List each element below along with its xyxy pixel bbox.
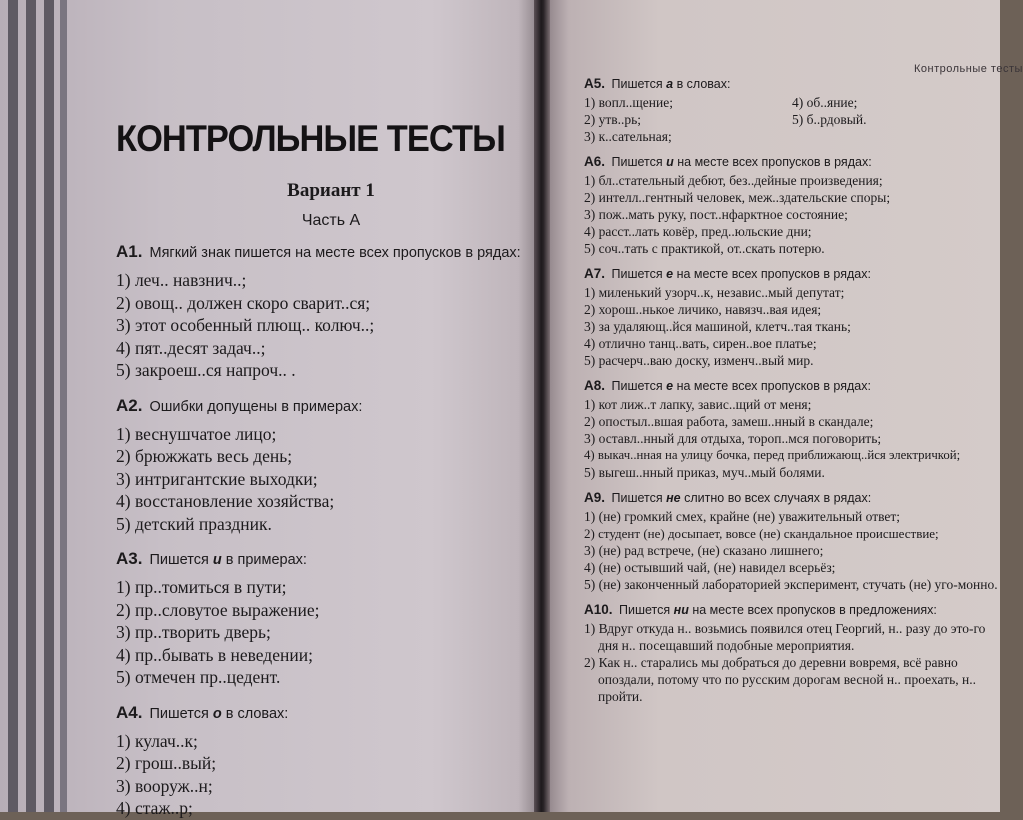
question-a9	[584, 490, 1000, 593]
decorative-stripes	[0, 0, 80, 812]
question-text: Ошибки допущены в примерах:	[149, 398, 363, 415]
question-text: Мягкий знак пишется на месте всех пропусков в рядах:	[149, 245, 521, 261]
answer-option: 2) пр..словутое выражение;	[116, 599, 320, 620]
answer-option: 2) студент (не) досыпает, вовсе (не) скандальное происшествие;	[584, 526, 939, 541]
answer-option: 1) веснушчатое лицо;	[116, 423, 277, 444]
question-heading	[116, 703, 526, 723]
question-a3	[116, 549, 526, 689]
question-number: А7.	[584, 266, 606, 281]
question-number: А10.	[584, 602, 613, 617]
answer-option: 3) пож..мать руку, пост..нфарктное состояние;	[584, 207, 848, 222]
answer-option: 2) опостыл..вшая работа, замеш..нный в скандале;	[584, 414, 874, 429]
question-text: Пишется	[611, 155, 663, 169]
answer-option: 1) (не) громкий смех, крайне (не) уважительный ответ;	[584, 509, 901, 524]
question-text: Пишется	[149, 705, 209, 722]
answer-option: 1) миленький узорч..к, независ..мый депутат;	[584, 285, 845, 300]
answer-option: 4) восстановление хозяйства;	[116, 491, 335, 511]
two-column-options	[584, 94, 1000, 145]
answer-option: 4) выкач..нная на улицу бочка, перед приближающ..йся электричкой;	[584, 448, 961, 462]
question-number: А1.	[116, 242, 143, 261]
question-text: Пишется	[611, 77, 663, 91]
answer-option: 1) кот лиж..т лапку, завис..щий от меня;	[584, 397, 812, 412]
question-text: на месте всех пропусков в рядах:	[676, 379, 871, 393]
answer-option: 5) расчерч..ваю доску, изменч..вый мир.	[584, 353, 814, 368]
answer-option: 4) расст..лать ковёр, пред..юльские дни;	[584, 224, 812, 239]
answer-option: 3) за удаляющ..йся машиной, клетч..тая ткань;	[584, 319, 851, 334]
question-number: А5.	[584, 76, 606, 91]
answer-option: 3) вооруж..н;	[116, 775, 213, 796]
left-page-content	[116, 118, 526, 820]
page-title: КОНТРОЛЬНЫЕ ТЕСТЫ	[116, 118, 505, 159]
answer-option: 3) оставл..нный для отдыха, тороп..мся поговорить;	[584, 431, 882, 446]
question-a2	[116, 396, 526, 536]
question-heading	[116, 549, 526, 569]
answer-option: 1) Вдруг откуда н.. возьмись появился отец Георгий, н.. разу до это-го дня н.. посещавший подобные мероприятия.	[584, 621, 986, 653]
question-number: А2.	[116, 395, 143, 415]
question-heading	[116, 242, 526, 262]
answer-option: 3) интригантские выходки;	[116, 468, 318, 489]
question-letter: и	[212, 552, 222, 568]
answer-option: 4) пр..бывать в неведении;	[116, 644, 313, 665]
question-heading	[584, 76, 1000, 91]
question-number: А8.	[584, 378, 606, 393]
answer-option: 2) утв..рь;	[584, 112, 642, 127]
answer-option: 5) закроеш..ся напроч.. .	[116, 360, 296, 380]
question-letter: о	[212, 705, 222, 722]
answer-option: 5) (не) законченный лабораторией эксперимент, стучать (не) уго-монно.	[584, 577, 998, 592]
answer-option: 2) брюжжать весь день;	[116, 446, 293, 466]
stripe	[44, 0, 54, 812]
question-text: в примерах:	[225, 552, 307, 568]
answer-option: 2) овощ.. должен скоро сварит..ся;	[116, 292, 371, 313]
answer-option: 5) выгеш..нный приказ, муч..мый болями.	[584, 465, 825, 480]
question-letter: е	[666, 379, 674, 393]
question-text: в словах:	[225, 705, 289, 722]
book-gutter	[534, 0, 550, 812]
answer-option: 2) хорош..нькое личико, навязч..вая идея;	[584, 302, 822, 317]
question-a4	[116, 703, 526, 820]
question-letter: а	[666, 77, 674, 91]
answer-option: 2) Как н.. старались мы добраться до деревни вовремя, всё равно опоздали, потому что по русским дорогам весной н.. проехать, н.. пройти.	[584, 655, 976, 704]
answer-option: 3) (не) рад встрече, (не) сказано лишнего;	[584, 543, 824, 558]
answer-option: 3) к..сательная;	[584, 129, 672, 144]
running-head: Контрольные тесты	[914, 63, 1023, 75]
question-text: Пишется	[611, 267, 663, 281]
answer-option: 5) отмечен пр..цедент.	[116, 667, 281, 687]
answer-option: 1) леч.. навзнич..;	[116, 270, 247, 290]
question-text: на месте всех пропусков в рядах:	[677, 155, 872, 169]
answer-option: 5) б..рдовый.	[792, 112, 867, 127]
question-letter: ни	[673, 603, 689, 617]
answer-option: 2) грош..вый;	[116, 753, 217, 773]
question-heading	[584, 154, 1000, 169]
question-number: А4.	[116, 702, 143, 722]
question-number: А9.	[584, 490, 606, 505]
options-column-2	[792, 94, 982, 145]
question-heading	[116, 396, 526, 416]
question-text: на месте всех пропусков в рядах:	[676, 267, 871, 281]
question-text: Пишется	[611, 379, 663, 393]
question-letter: и	[666, 155, 674, 169]
question-a5	[584, 76, 1000, 145]
question-heading	[584, 602, 1000, 617]
answer-option: 4) (не) остывший чай, (не) навидел всерьёз;	[584, 560, 836, 575]
question-text: Пишется	[619, 603, 671, 617]
answer-option: 3) пр..творить дверь;	[116, 622, 271, 642]
question-a1	[116, 242, 526, 382]
question-heading	[584, 490, 1000, 505]
stripe	[26, 0, 36, 812]
question-a8	[584, 378, 1000, 481]
answer-option: 4) об..яние;	[792, 95, 858, 110]
answer-option: 2) интелл..гентный человек, меж..здательские споры;	[584, 190, 891, 205]
answer-option: 3) этот особенный плющ.. колюч..;	[116, 315, 375, 335]
stripe	[8, 0, 18, 812]
answer-option: 5) соч..тать с практикой, от..скать потерю.	[584, 241, 825, 256]
answer-option: 4) стаж..р;	[116, 798, 193, 818]
answer-option: 1) бл..стательный дебют, без..дейные произведения;	[584, 173, 883, 188]
question-text: слитно во всех случаях в рядах:	[684, 491, 872, 505]
question-text: Пишется	[149, 552, 209, 568]
question-letter: е	[666, 267, 674, 281]
question-number: А3.	[116, 549, 143, 568]
options-column-1	[584, 94, 792, 145]
question-text: в словах:	[676, 77, 731, 91]
answer-option: 1) кулач..к;	[116, 730, 198, 751]
answer-option: 1) пр..томиться в пути;	[116, 577, 287, 597]
question-number: А6.	[584, 154, 606, 169]
question-heading	[584, 266, 1000, 281]
part-heading: Часть А	[301, 212, 361, 229]
stripe	[60, 0, 67, 812]
question-a6	[584, 154, 1000, 257]
question-text: на месте всех пропусков в предложениях:	[692, 603, 937, 617]
question-heading	[584, 378, 1000, 393]
variant-heading: Вариант 1	[287, 180, 375, 201]
answer-option: 4) отлично танц..вать, сирен..вое платье;	[584, 336, 817, 351]
answer-option: 5) детский праздник.	[116, 513, 272, 534]
question-a7	[584, 266, 1000, 369]
question-letter: не	[666, 491, 681, 505]
question-a10	[584, 602, 1000, 705]
right-page-content	[584, 76, 1000, 714]
answer-option: 4) пят..десят задач..;	[116, 337, 266, 358]
answer-option: 1) вопл..щение;	[584, 95, 673, 110]
question-text: Пишется	[611, 491, 663, 505]
